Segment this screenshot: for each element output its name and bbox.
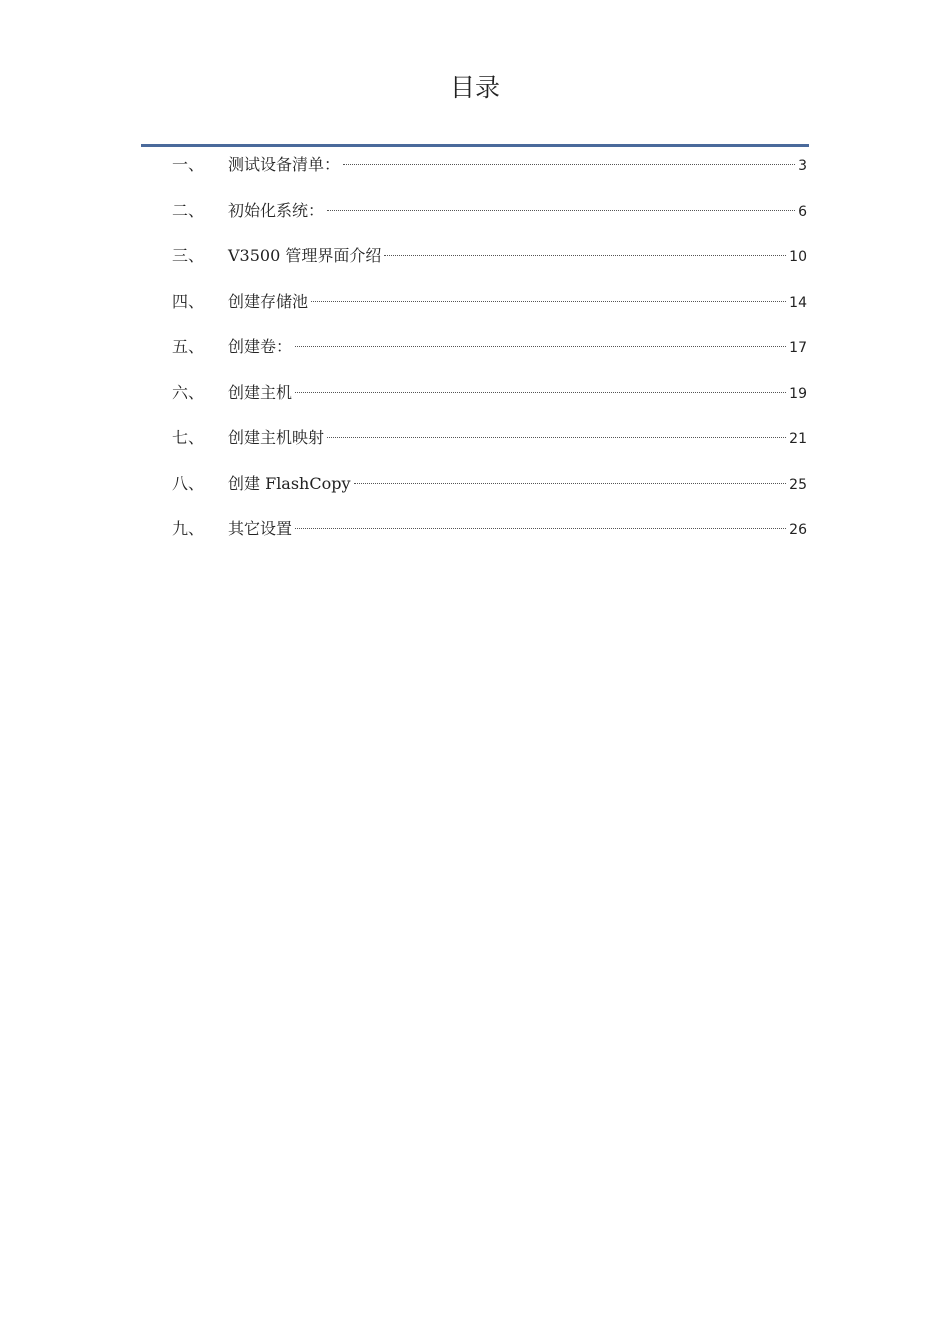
toc-entry-page[interactable]: 6 — [798, 203, 807, 220]
page-title: 目录 — [449, 73, 500, 102]
dot-leader — [354, 483, 787, 484]
toc-entry-page[interactable]: 26 — [789, 522, 807, 538]
dot-leader — [327, 210, 795, 211]
toc-entry-title[interactable]: 其它设置 — [228, 519, 293, 538]
toc-entry[interactable] — [172, 421, 807, 467]
title-divider — [141, 144, 809, 147]
toc-entry-page[interactable]: 25 — [789, 476, 807, 493]
toc-entry-number: 一、 — [172, 155, 205, 174]
toc-entry-number: 四、 — [172, 291, 205, 311]
toc-list — [172, 148, 807, 558]
toc-entry-page[interactable]: 19 — [789, 385, 807, 402]
toc-entry-number: 七、 — [172, 428, 205, 447]
toc-entry-title[interactable]: 创建存储池 — [228, 291, 309, 311]
toc-entry-title[interactable]: 测试设备清单： — [228, 155, 341, 174]
toc-entry-page[interactable]: 10 — [789, 249, 807, 265]
toc-entry[interactable] — [172, 330, 807, 376]
toc-entry-number: 二、 — [172, 200, 205, 220]
toc-entry-title[interactable]: 创建主机映射 — [228, 428, 325, 447]
toc-entry-title[interactable]: V3500 管理界面介绍 — [228, 246, 382, 265]
toc-entry-page[interactable]: 17 — [789, 340, 807, 356]
dot-leader — [295, 346, 786, 347]
toc-entry-page[interactable]: 3 — [798, 158, 807, 174]
toc-entry-title[interactable]: 创建 FlashCopy — [228, 473, 351, 493]
dot-leader — [384, 255, 786, 256]
dot-leader — [295, 392, 786, 393]
toc-entry-title[interactable]: 创建卷： — [228, 337, 293, 356]
dot-leader — [311, 301, 786, 302]
toc-entry[interactable] — [172, 148, 807, 194]
toc-entry-title[interactable]: 创建主机 — [228, 382, 293, 402]
toc-entry-number: 五、 — [172, 337, 205, 356]
toc-entry-title[interactable]: 初始化系统： — [228, 200, 325, 220]
toc-entry[interactable] — [172, 239, 807, 285]
toc-entry-page[interactable]: 14 — [789, 294, 807, 311]
toc-entry[interactable] — [172, 376, 807, 422]
toc-entry-number: 九、 — [172, 519, 205, 538]
toc-entry-number: 八、 — [172, 473, 205, 493]
toc-entry[interactable] — [172, 194, 807, 240]
dot-leader — [295, 528, 786, 529]
toc-entry-page[interactable]: 21 — [789, 431, 807, 447]
toc-entry[interactable] — [172, 285, 807, 331]
dot-leader — [327, 437, 786, 438]
toc-entry-number: 三、 — [172, 246, 205, 265]
dot-leader — [343, 164, 795, 165]
toc-entry-number: 六、 — [172, 382, 205, 402]
toc-entry[interactable] — [172, 467, 807, 513]
toc-entry[interactable] — [172, 512, 807, 558]
